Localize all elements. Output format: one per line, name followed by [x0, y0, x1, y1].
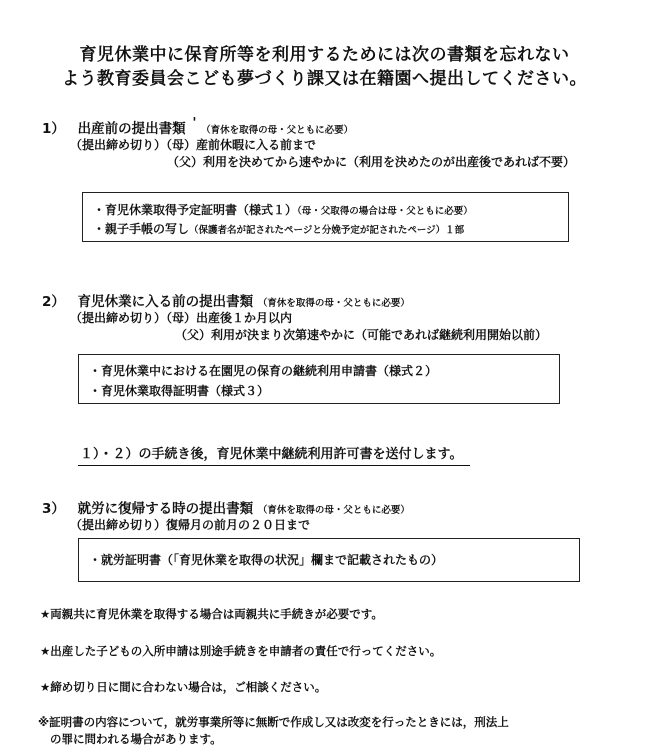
footnote-newborn-application: ★出産した子どもの入所申請は別途手続きを申請者の責任で行ってください。 [40, 644, 442, 658]
section-2-heading [42, 290, 410, 310]
section-1-doc-1-main: ・育児休業取得予定証明書（様式１） [93, 203, 298, 217]
section-1-doc-2-main: ・親子手帳の写し [93, 222, 190, 236]
section-2-doc-2: ・育児休業取得証明書（様式３） [89, 384, 270, 398]
section-2-title: 育児休業に入る前の提出書類 [77, 294, 254, 310]
section-3-deadline [70, 516, 310, 533]
section-2-note: （育休を取得の母・父ともに必要） [257, 298, 410, 309]
section-2-document-box [78, 354, 560, 404]
footnote-both-parents: ★両親共に育児休業を取得する場合は両親共に手続きが必要です。 [40, 607, 383, 621]
section-2-deadline-father: （父）利用が決まり次第速やかに（可能であれば継続利用開始以前） [175, 328, 548, 342]
legal-warning-line-1: ※証明書の内容について，就労事業所等に無断で作成し又は改変を行ったときには，刑法上 [38, 715, 509, 729]
section-2-doc-1: ・育児休業中における在園児の保育の継続利用申請書（様式２） [89, 364, 438, 378]
section-1-deadline-label: （提出締め切り） [70, 138, 167, 152]
section-1-tick: ' [192, 115, 197, 131]
page-title-line-1: 育児休業中に保育所等を利用するためには次の書類を忘れない [79, 45, 570, 65]
section-3-document-box [78, 538, 580, 582]
section-3-number: 3） [42, 501, 65, 517]
section-3-title: 就労に復帰する時の提出書類 [77, 501, 254, 517]
section-1-number: 1） [42, 121, 65, 137]
section-1-document-box [82, 192, 569, 242]
section-3-heading [42, 497, 410, 517]
page-title-line-2: よう教育委員会こども夢づくり課又は在籍園へ提出してください。 [62, 69, 587, 89]
section-3-doc-1: ・就労証明書（「育児休業を取得の状況」欄まで記載されたもの） [89, 553, 444, 567]
section-2-number: 2） [42, 294, 65, 310]
section-1-doc-1-note: （母・父取得の場合は母・父ともに必要） [297, 206, 473, 217]
section-1-deadline-father: （父）利用を決めてから速やかに（利用を決めたのが出産後であれば不要） [167, 155, 576, 169]
section-1-title: 出産前の提出書類 [77, 121, 186, 137]
section-2-deadline-label: （提出締め切り） [70, 311, 167, 325]
permission-notice: １）・２）の手続き後，育児休業中継続利用許可書を送付します。 [78, 443, 470, 466]
section-1-doc-2 [93, 220, 464, 237]
section-2-deadline-mother-text: （母）出産後１か月以内 [166, 311, 293, 325]
footnote-late-deadline: ★締め切り日に間に合わない場合は，ご相談ください。 [40, 680, 327, 694]
legal-warning-line-2: の罪に問われる場合があります。 [50, 732, 222, 746]
section-1-doc-1 [93, 201, 473, 218]
section-2-deadline-mother [70, 309, 292, 326]
section-1-doc-2-note: （保護者名が記されたページと分娩予定が記されたページ）１部 [189, 225, 465, 236]
section-1-deadline-mother [70, 136, 316, 153]
section-1-deadline-mother-text: （母）産前休暇に入る前まで [166, 138, 317, 152]
section-3-deadline-label: （提出締め切り） [70, 518, 167, 532]
section-3-deadline-text: 復帰月の前月の２０日まで [166, 518, 311, 532]
section-1-note: （育休を取得の母・父ともに必要） [201, 125, 354, 136]
section-3-note: （育休を取得の母・父ともに必要） [257, 505, 410, 516]
section-1-heading [42, 117, 353, 137]
